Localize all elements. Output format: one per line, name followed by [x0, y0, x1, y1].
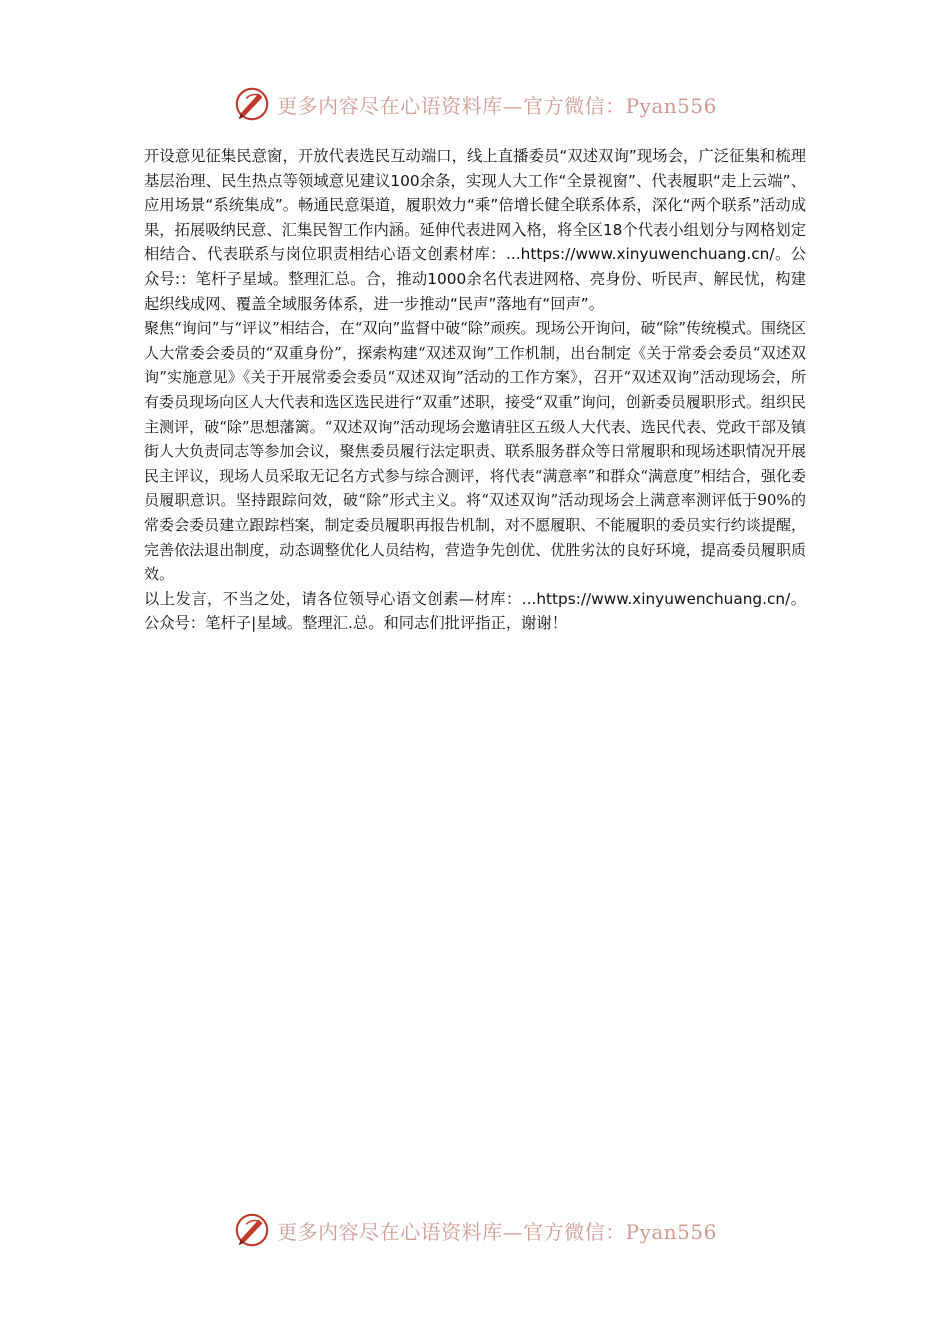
paragraph-closing: 以上发言，不当之处，请各位领导心语文创素—材库：...https://www.xinyuwenchuang.cn/。公众号：笔杆子|星域。整理汇.总。和同志们批评指正，谢谢！	[144, 589, 806, 633]
document-body	[144, 144, 806, 636]
header-watermark	[0, 82, 950, 126]
paragraph-2: 聚焦“询问”与“评议”相结合，在“双向”监督中破“除”顽疾。现场公开询问，破“除”传统模式。围绕区人大常委会委员的“双重身份”，探索构建“双述双询”工作机制，出台制定《关于常委会委员“双述双询”实施意见》《关于开展常委会委员“双述双询”活动的工作方案》，召开“双述双询”活动现场会，所有委员现场向区人大代表和选区选民进行“双重”述职，接受“双重”询问，创新委员履职形式。组织民主测评，破“除”思想藩篱。“双述双询”活动现场会邀请驻区五级人大代表、选民代表、党政干部及镇街人大负责同志等参加会议，聚焦委员履行法定职责、联系服务群众等日常履职和现场述职情况开展民主评议，现场人员采取无记名方式参与综合测评，将代表“满意率”和群众“满意度”相结合，强化委员履职意识。坚持跟踪问效，破“除”形式主义。将“双述双询”活动现场会上满意率测评低于90%的常委会委员建立跟踪档案，制定委员履职再报告机制，对不愿履职、不能履职的委员实行约谈提醒，完善依法退出制度，动态调整优化人员结构，营造争先创优、优胜劣汰的良好环境，提高委员履职质效。	[144, 319, 806, 584]
pen-circle-logo-icon	[233, 85, 271, 123]
footer-watermark	[0, 1208, 950, 1252]
footer-watermark-text: 更多内容尽在心语资料库—官方微信：Pyan556	[277, 1219, 717, 1244]
pen-circle-logo-icon	[233, 1211, 271, 1249]
header-watermark-text: 更多内容尽在心语资料库—官方微信：Pyan556	[277, 93, 717, 118]
paragraph-1: 开设意见征集民意窗，开放代表选民互动端口，线上直播委员“双述双询”现场会，广泛征集和梳理基层治理、民生热点等领域意见建议100余条，实现人大工作“全景视窗”、代表履职“走上云端”、应用场景“系统集成”。畅通民意渠道，履职效力“乘”倍增长健全联系体系，深化“两个联系”活动成果，拓展吸纳民意、汇集民智工作内涵。延伸代表进网入格，将全区18个代表小组划分与网格划定相结合、代表联系与岗位职责相结心语文创素材库：...https://www.xinyuwenchuang.cn/。公众号:：笔杆子星域。整理汇总。合，推动1000余名代表进网格、亮身份、听民声、解民忧，构建起织线成网、覆盖全域服务体系，进一步推动“民声”落地有“回声”。	[144, 147, 806, 313]
